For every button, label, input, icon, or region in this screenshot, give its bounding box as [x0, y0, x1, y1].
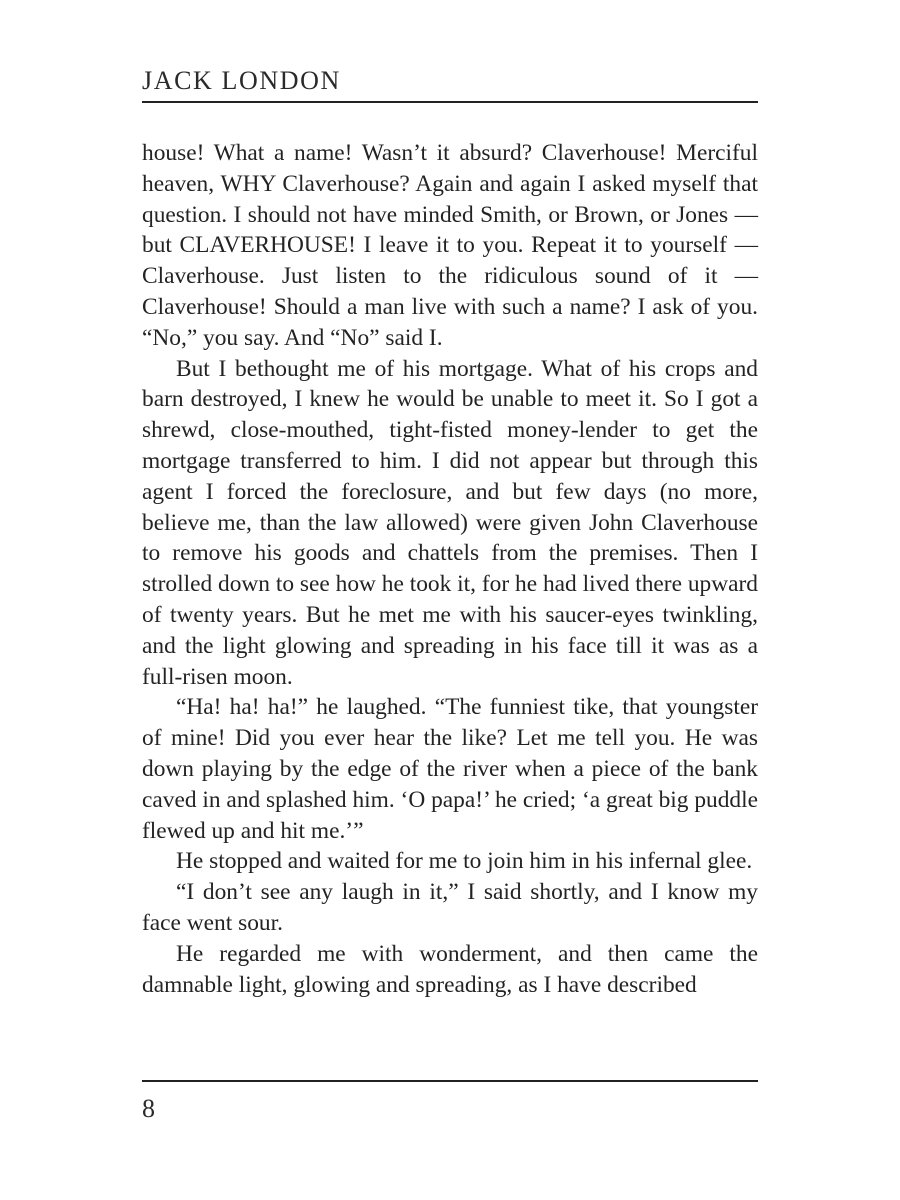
header-rule [142, 101, 758, 103]
paragraph: house! What a name! Wasn’t it absurd? Claverhouse! Merciful heaven, WHY Claverhouse? Again and again I asked myself that question. I should not have minded Smith, or Brown, or Jones — but CLAVERHOUSE! I leave it to you. Repeat it to yourself — Claverhouse. Just listen to the ridiculous sound of it — Claverhouse! Should a man live with such a name? I ask of you. “No,” you say. And “No” said I. [142, 140, 758, 351]
body-text [142, 138, 758, 1000]
paragraph: He stopped and waited for me to join him in his infernal glee. [176, 848, 753, 875]
page-number: 8 [142, 1094, 155, 1123]
running-header [142, 64, 758, 103]
paragraph: “Ha! ha! ha!” he laughed. “The funniest tike, that youngster of mine! Did you ever hear the like? Let me tell you. He was down playing by the edge of the river when a piece of the bank caved in and splashed him. ‘O papa!’ he cried; ‘a great big puddle flewed up and hit me.’” [142, 694, 758, 844]
paragraph: But I bethought me of his mortgage. What of his crops and barn destroyed, I knew he would be unable to meet it. So I got a shrewd, close-mouthed, tight-fisted money-lender to get the mortgage transferred to him. I did not appear but through this agent I forced the foreclosure, and but few days (no more, believe me, than the law allowed) were given John Claverhouse to remove his goods and chattels from the premises. Then I strolled down to see how he took it, for he had lived there upward of twenty years. But he met me with his saucer-eyes twinkling, and the light glowing and spreading in his face till it was as a full-risen moon. [142, 355, 758, 690]
page-footer [142, 1080, 758, 1124]
paragraph: “I don’t see any laugh in it,” I said shortly, and I know my face went sour. [142, 879, 758, 936]
paragraph: He regarded me with wonderment, and then came the damnable light, glowing and spreading, as I have described [142, 940, 758, 998]
footer-rule [142, 1080, 758, 1082]
running-title: JACK LONDON [142, 66, 341, 95]
